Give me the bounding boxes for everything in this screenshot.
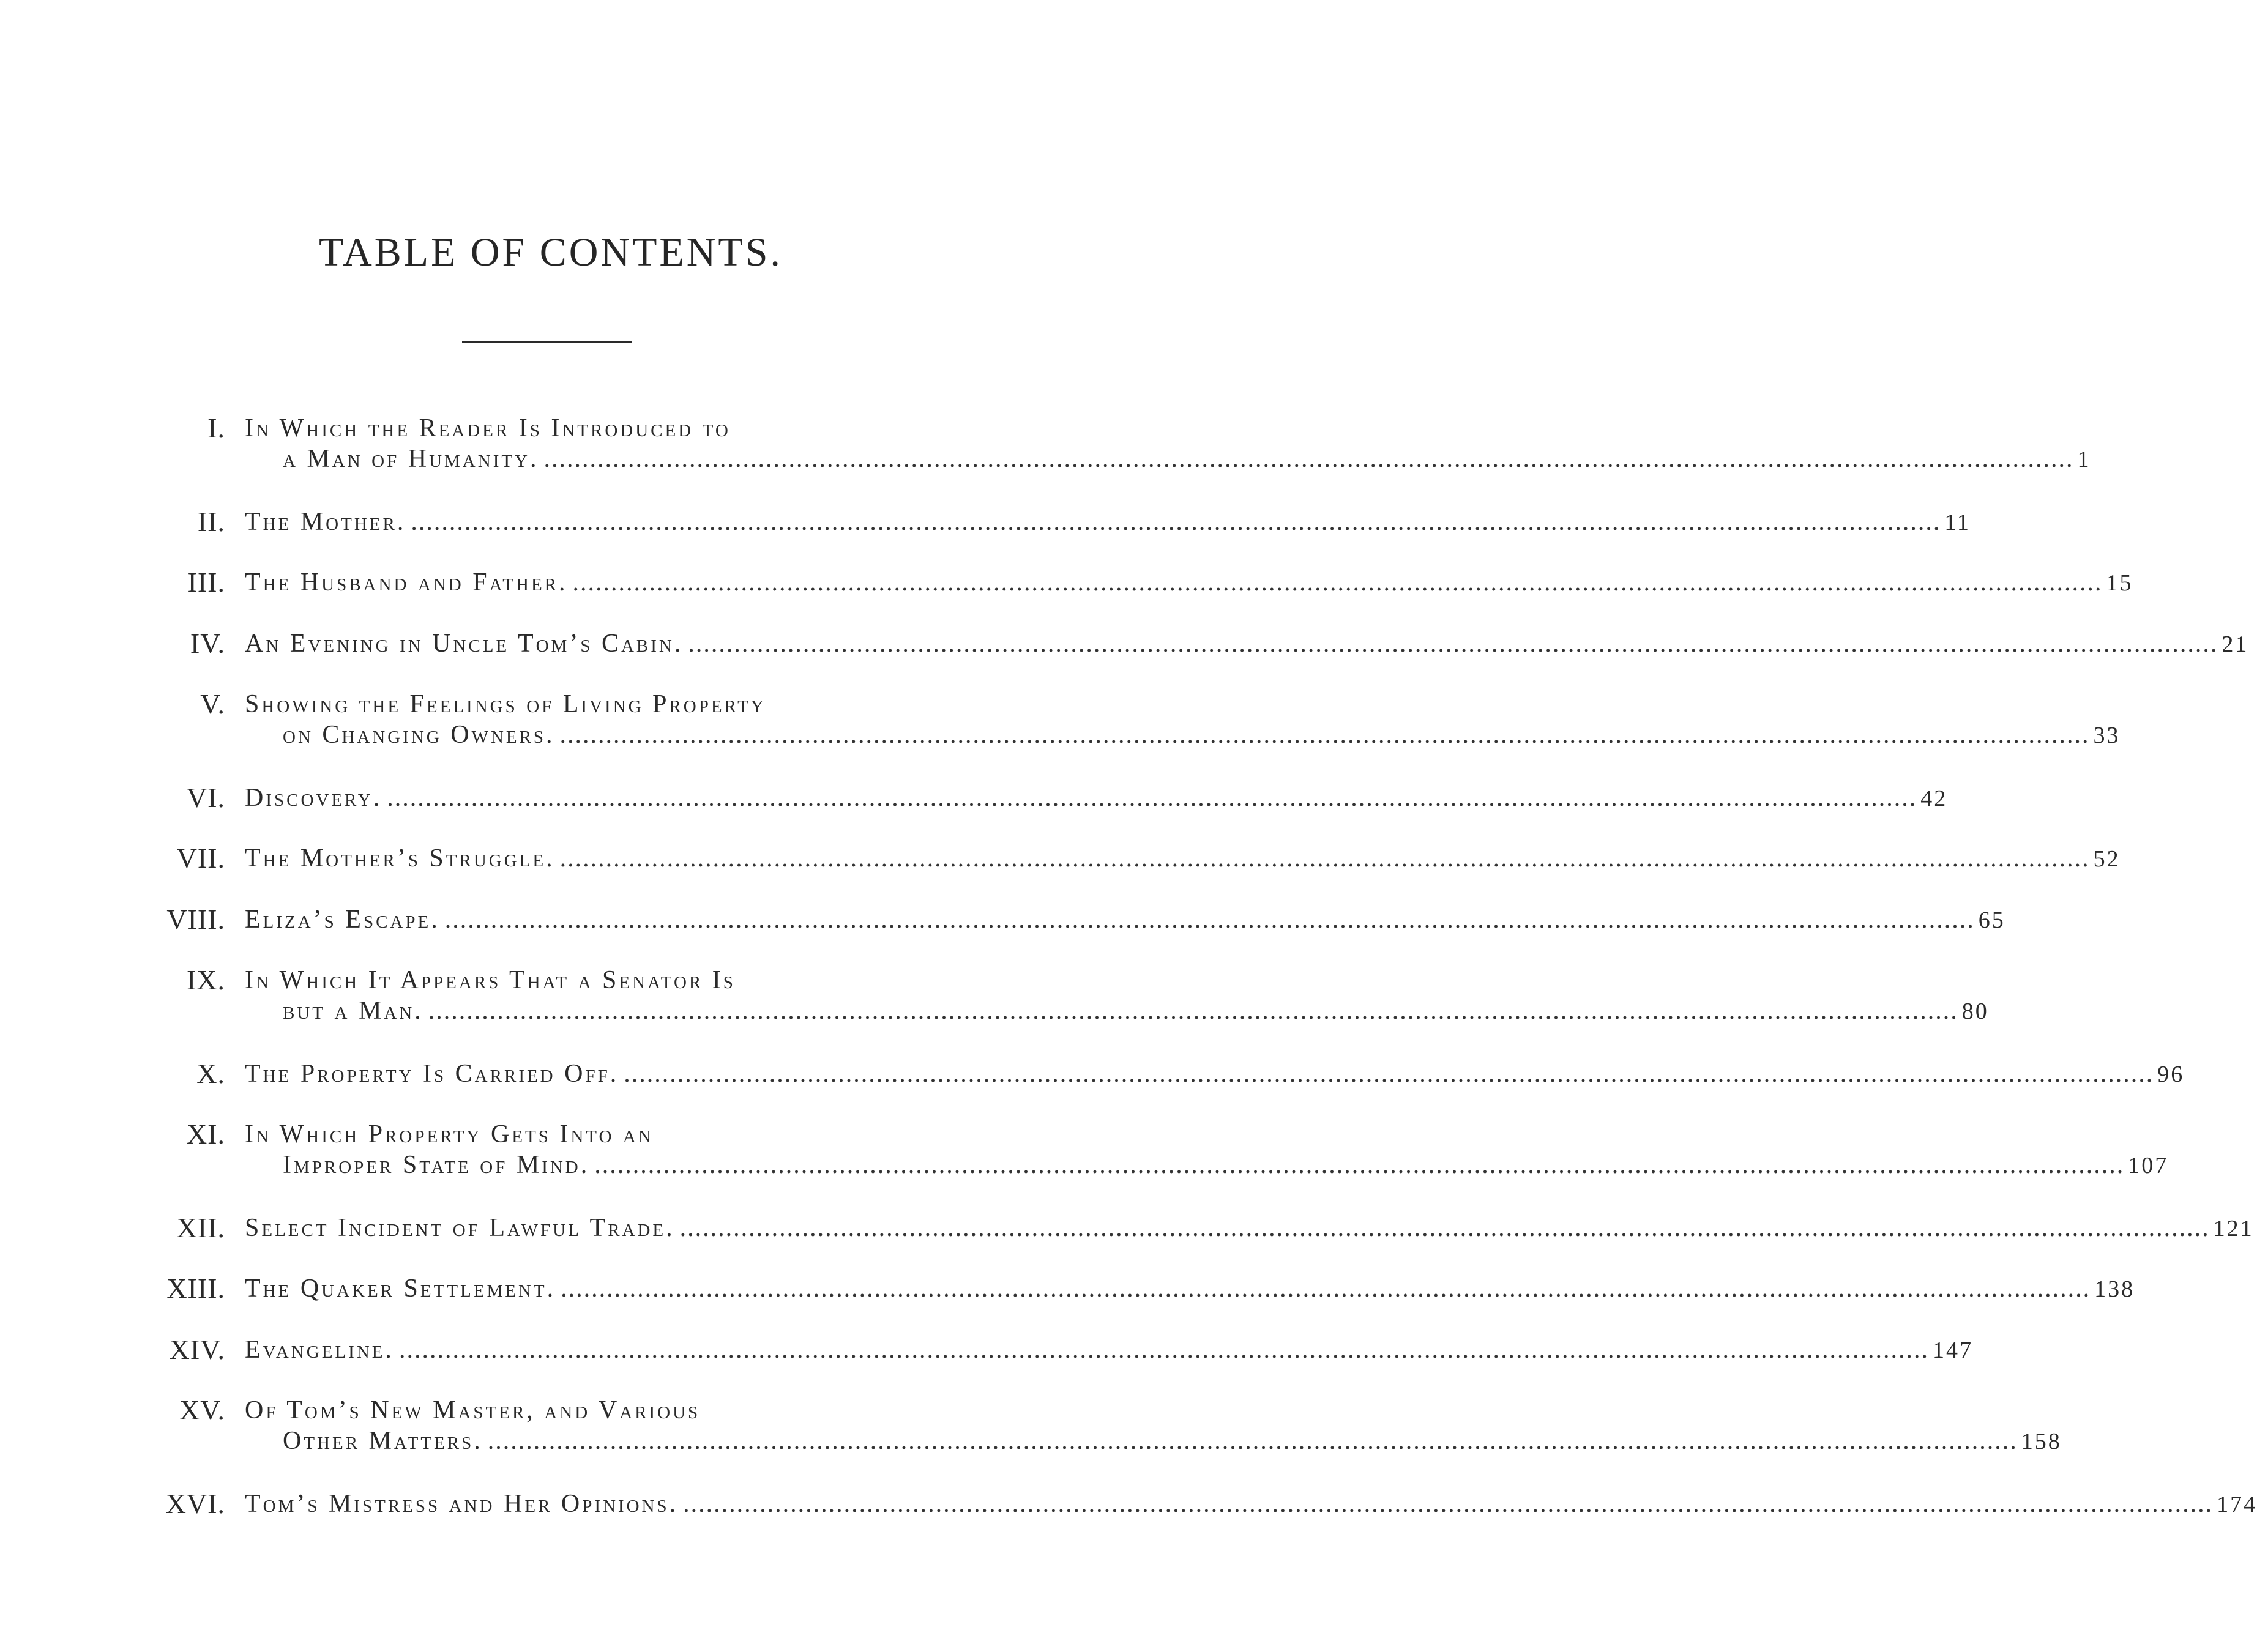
dot-leader: ........................................................................................................................................................................................................: [679, 1214, 2210, 1242]
toc-entry[interactable]: [0, 1118, 2169, 1180]
toc-entry[interactable]: [0, 688, 2121, 750]
page-title: TABLE OF CONTENTS.: [319, 230, 783, 275]
page-number: 121: [2213, 1216, 2254, 1241]
chapter-title-line: [283, 1150, 2169, 1181]
chapter-title: Select Incident of Lawful Trade.: [245, 1214, 675, 1242]
dot-leader: ........................................................................................................................................................................................................: [543, 445, 2074, 473]
chapter-title: In Which Property Gets Into an: [245, 1120, 654, 1148]
chapter-title: Discovery.: [245, 784, 382, 812]
dot-leader: ........................................................................................................................................................................................................: [683, 1490, 2214, 1518]
chapter-title: Improper State of Mind.: [283, 1151, 590, 1179]
toc-entry[interactable]: [0, 964, 1989, 1026]
chapter-numeral: VII.: [176, 843, 225, 874]
chapter-numeral: VI.: [186, 782, 225, 813]
toc-entry[interactable]: [0, 1058, 2185, 1089]
chapter-title: Evangeline.: [245, 1336, 394, 1364]
chapter-title: The Mother’s Struggle.: [245, 844, 555, 873]
chapter-title-line: [245, 1395, 700, 1426]
toc-entry[interactable]: [0, 782, 1948, 813]
dot-leader: ........................................................................................................................................................................................................: [624, 1060, 2154, 1088]
chapter-title: In Which the Reader Is Introduced to: [245, 414, 731, 442]
chapter-title-line: [283, 1426, 2062, 1457]
chapter-title-line: [283, 995, 1989, 1027]
page-number: 147: [1932, 1338, 1973, 1363]
chapter-title-line: [245, 567, 2133, 598]
chapter-title: but a Man.: [283, 997, 423, 1025]
chapter-title: In Which It Appears That a Senator Is: [245, 966, 736, 994]
page-number: 21: [2222, 631, 2249, 657]
dot-leader: ........................................................................................................................................................................................................: [688, 630, 2218, 658]
page-number: 107: [2128, 1153, 2169, 1178]
dot-leader: ........................................................................................................................................................................................................: [594, 1151, 2125, 1179]
page-number: 11: [1944, 510, 1971, 535]
page-number: 42: [1920, 786, 1948, 811]
dot-leader: ........................................................................................................................................................................................................: [411, 508, 1941, 536]
chapter-numeral: IV.: [190, 628, 225, 659]
chapter-title: a Man of Humanity.: [283, 445, 539, 473]
page-number: 15: [2106, 570, 2133, 596]
page-number: 96: [2157, 1062, 2185, 1087]
toc-entry[interactable]: [0, 412, 2091, 474]
chapter-numeral: VIII.: [166, 904, 225, 935]
dot-leader: ........................................................................................................................................................................................................: [561, 1274, 2091, 1303]
chapter-title: Of Tom’s New Master, and Various: [245, 1396, 701, 1424]
chapter-title: Tom’s Mistress and Her Opinions.: [245, 1490, 679, 1518]
chapter-numeral: XIV.: [169, 1334, 225, 1365]
chapter-title-line: [245, 843, 2121, 874]
toc-entry[interactable]: [0, 1273, 2135, 1304]
toc-entry[interactable]: [0, 1488, 2257, 1519]
chapter-title-line: [245, 1059, 2185, 1090]
chapter-numeral: I.: [207, 412, 225, 444]
chapter-numeral: IX.: [186, 964, 225, 995]
chapter-title: The Quaker Settlement.: [245, 1274, 556, 1303]
dot-leader: ........................................................................................................................................................................................................: [559, 844, 2090, 873]
toc-entry[interactable]: [0, 1334, 1973, 1365]
page-number: 138: [2094, 1276, 2135, 1302]
dot-leader: ........................................................................................................................................................................................................: [387, 784, 1917, 812]
chapter-numeral: XIII.: [166, 1273, 225, 1304]
page-number: 1: [2077, 447, 2091, 472]
chapter-title-line: [245, 1334, 1973, 1366]
chapter-numeral: XV.: [179, 1394, 225, 1426]
dot-leader: ........................................................................................................................................................................................................: [559, 721, 2090, 749]
dot-leader: ........................................................................................................................................................................................................: [572, 568, 2103, 597]
chapter-numeral: III.: [187, 567, 225, 598]
toc-entry[interactable]: [0, 843, 2121, 874]
chapter-title: on Changing Owners.: [283, 721, 555, 749]
dot-leader: ........................................................................................................................................................................................................: [428, 997, 1958, 1025]
chapter-numeral: II.: [197, 506, 225, 537]
chapter-title: The Mother.: [245, 508, 406, 536]
chapter-title: An Evening in Uncle Tom’s Cabin.: [245, 630, 684, 658]
toc-entry[interactable]: [0, 567, 2133, 598]
chapter-numeral: XII.: [176, 1212, 225, 1243]
chapter-title-line: [283, 720, 2121, 751]
chapter-title-line: [245, 413, 731, 444]
page-number: 65: [1978, 907, 2005, 933]
chapter-title-line: [245, 507, 1971, 538]
chapter-title-line: [245, 628, 2249, 660]
dot-leader: ........................................................................................................................................................................................................: [487, 1427, 2018, 1455]
toc-entry[interactable]: [0, 904, 2005, 935]
page-number: 33: [2093, 723, 2121, 748]
chapter-title-line: [245, 1273, 2135, 1304]
chapter-title: The Property Is Carried Off.: [245, 1060, 619, 1088]
toc-entry[interactable]: [0, 628, 2249, 659]
chapter-numeral: V.: [200, 688, 225, 720]
chapter-title-line: [245, 965, 736, 995]
chapter-title: The Husband and Father.: [245, 568, 568, 597]
toc-entry[interactable]: [0, 1212, 2254, 1243]
page-number: 52: [2093, 846, 2121, 872]
page-number: 80: [1961, 999, 1989, 1024]
toc-entry[interactable]: [0, 506, 1971, 537]
chapter-title-line: [245, 689, 766, 720]
dot-leader: ........................................................................................................................................................................................................: [444, 906, 1975, 934]
chapter-numeral: XI.: [186, 1118, 225, 1150]
dot-leader: ........................................................................................................................................................................................................: [398, 1336, 1929, 1364]
chapter-numeral: XVI.: [165, 1488, 225, 1519]
chapter-title-line: [245, 904, 2005, 936]
chapter-numeral: X.: [196, 1058, 225, 1089]
page-number: 174: [2217, 1492, 2257, 1517]
chapter-title-line: [245, 783, 1948, 814]
chapter-title-line: [283, 444, 2091, 475]
chapter-title: Other Matters.: [283, 1427, 483, 1455]
chapter-title-line: [245, 1489, 2257, 1520]
title-rule: [462, 341, 632, 343]
chapter-title: Eliza’s Escape.: [245, 906, 440, 934]
toc-entry[interactable]: [0, 1394, 2062, 1456]
chapter-title-line: [245, 1119, 654, 1150]
chapter-title: Showing the Feelings of Living Property: [245, 690, 766, 718]
page-number: 158: [2021, 1429, 2062, 1454]
chapter-title-line: [245, 1213, 2254, 1244]
